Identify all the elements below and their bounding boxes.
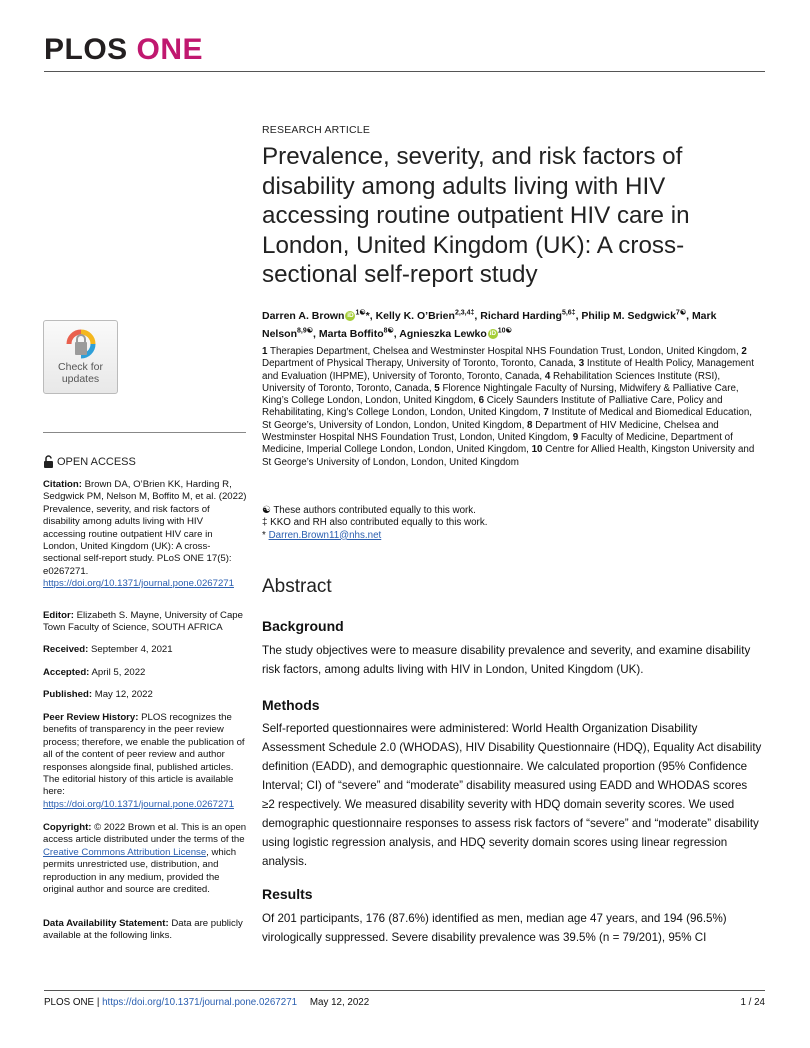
affiliation-number: 4 (544, 370, 551, 382)
author-notes (262, 505, 762, 542)
citation-doi-link[interactable]: https://doi.org/10.1371/journal.pone.0267271 (43, 578, 234, 590)
citation-label: Citation: (43, 479, 82, 490)
author-name: Darren A. Brown (262, 309, 345, 322)
page-number: 1 / 24 (740, 997, 765, 1008)
affiliation-text: Institute of Health Policy, Management and Evaluation (IHPME), University of Toronto, Toronto, Canada, (262, 358, 754, 382)
footer-journal: PLOS ONE (44, 997, 95, 1008)
open-lock-icon (43, 455, 54, 468)
accepted-label: Accepted: (43, 667, 90, 678)
open-access-text: OPEN ACCESS (57, 455, 136, 468)
results-text: Of 201 participants, 176 (87.6%) identified as men, median age 47 years, and 194 (96.5%) virologically suppressed. Severe disability prevalence was 39.5% (n = 79/201), 95% CI (262, 912, 727, 944)
header-rule (44, 71, 765, 72)
corresponding-author-note (262, 530, 762, 542)
peer-review-link[interactable]: https://doi.org/10.1371/journal.pone.0267271 (43, 798, 234, 810)
results-heading: Results (262, 886, 313, 902)
author-name: Mark Nelson (262, 309, 717, 340)
peer-review-text: PLOS recognizes the benefits of transparency in the peer review process; therefore, we enable the publication of all of the content of peer review and author responses alongside final, published articles. The editorial history of this article is available here: (43, 712, 245, 798)
affiliation-number: 3 (578, 358, 585, 370)
author-name: Richard Harding (480, 309, 562, 322)
published-block (43, 689, 248, 701)
author-affiliation-marks: 2,3,4‡ (454, 309, 475, 316)
affiliation-number: 5 (434, 382, 440, 394)
journal-name-part1: PLOS (44, 33, 128, 66)
author (319, 328, 399, 340)
author-affiliation-marks: 7☯ (675, 309, 687, 316)
author-name: Agnieszka Lewko (399, 328, 487, 340)
affiliation-number: 2 (741, 346, 747, 357)
affiliation-text: Institute of Medical and Biomedical Education, St George’s, University of London, London, United Kingdom, (262, 407, 752, 431)
orcid-icon[interactable]: iD (489, 330, 497, 338)
accepted-value: April 5, 2022 (91, 667, 146, 678)
author (376, 310, 481, 322)
author-separator: , (369, 309, 376, 322)
copyright-label: Copyright: (43, 822, 92, 833)
copyright-block (43, 822, 248, 896)
data-availability-block (43, 918, 248, 943)
background-heading: Background (262, 618, 344, 634)
received-label: Received: (43, 644, 89, 655)
footer-citation (44, 997, 369, 1008)
affiliation-text: Cicely Saunders Institute of Palliative Care, Policy and Rehabilitating, King’s College London, London, United Kingdom, (262, 395, 723, 419)
affiliation-text: Florence Nightingale Faculty of Nursing, Midwifery & Palliative Care, King’s College London, London, United Kingdom, (262, 382, 739, 407)
open-access-label (43, 455, 136, 468)
peer-review-label: Peer Review History: (43, 712, 139, 723)
accepted-block (43, 667, 248, 679)
author (581, 310, 692, 322)
journal-name-part2: ONE (136, 33, 204, 66)
published-label: Published: (43, 689, 93, 700)
author-affiliation-marks: 10☯ (497, 327, 512, 335)
methods-heading: Methods (262, 697, 320, 713)
affiliation-text: Rehabilitation Sciences Institute (RSI), University of Toronto, Toronto, Canada, (262, 370, 721, 394)
editor-label: Editor: (43, 610, 74, 621)
background-text: The study objectives were to measure disability prevalence and severity, and examine disability risk factors, among adults living with HIV in London, United Kingdom (UK). (262, 644, 751, 676)
author-affiliation-marks: 5,6‡ (561, 309, 576, 316)
affiliation-number: 8 (527, 419, 533, 431)
affiliation-text: Faculty of Medicine, Department of Medicine, Imperial College London, London, United Kingdom, (262, 432, 733, 456)
copyright-text-cont: , which permits unrestricted use, distribution, and reproduction in any medium, provided the original author and source are credited. (43, 846, 237, 896)
published-value: May 12, 2022 (94, 689, 153, 700)
check-for-updates-button[interactable] (43, 320, 118, 394)
orcid-icon[interactable]: iD (347, 311, 354, 319)
footer-rule (44, 990, 765, 991)
footer-doi-link[interactable]: https://doi.org/10.1371/journal.pone.0267271 (102, 997, 298, 1008)
footer-separator: | (94, 997, 103, 1008)
author (399, 328, 512, 340)
affiliation-text: Department of Physical Therapy, University of Toronto, Toronto, Canada, (262, 358, 579, 370)
affiliation-text: Department of HIV Medicine, Chelsea and Westminster Hospital NHS Foundation Trust, London, United Kingdom, (262, 419, 719, 444)
badge-text-line2: updates (61, 373, 100, 385)
affiliation-number: 10 (531, 444, 543, 456)
author-separator: , (686, 309, 692, 322)
affiliation-number: 6 (478, 395, 485, 407)
author-affiliation-marks: 8☯ (383, 327, 394, 335)
author-affiliation-marks: 8,9☯ (297, 327, 314, 335)
article-title: Prevalence, severity, and risk factors of disability among adults living with HIV accessing routine outpatient HIV care in London, United Kingdom (UK): A cross-sectional self-report study (262, 143, 690, 289)
badge-text-line1: Check for (58, 361, 103, 373)
author-separator: , (393, 328, 400, 340)
author-name: Kelly K. O’Brien (375, 309, 455, 322)
sidebar-rule (43, 432, 246, 433)
corresponding-email-link[interactable]: Darren.Brown11@nhs.net (268, 529, 382, 541)
equal-contribution-note: ☯ These authors contributed equally to this work. (262, 505, 476, 516)
author-affiliation-marks: 1☯ (355, 309, 366, 316)
author-separator: , (575, 309, 582, 322)
editor-block (43, 610, 248, 635)
corresponding-mark: * (262, 529, 266, 541)
copyright-text: © 2022 Brown et al. This is an open access article distributed under the terms of the (43, 822, 247, 846)
abstract-heading: Abstract (262, 576, 332, 597)
license-link[interactable]: Creative Commons Attribution License (43, 846, 207, 858)
affiliation-text: Therapies Department, Chelsea and Westminster Hospital NHS Foundation Trust, London, United Kingdom, (267, 346, 742, 357)
citation-text: Brown DA, O’Brien KK, Harding R, Sedgwick PM, Nelson M, Boffito M, et al. (2022) Prevalence, severity, and risk factors of disability among adults living with HIV accessing routine outpatient HIV care in London, United Kingdom (UK): A cross-sectional self-report study. PLoS ONE 17(5): e0267271. (43, 479, 247, 577)
author-name: Marta Boffito (318, 328, 384, 340)
check-updates-icon (64, 327, 98, 361)
author-list (262, 305, 762, 342)
author (480, 310, 581, 322)
author-name: Philip M. Sedgwick (581, 309, 676, 322)
affiliation-list (262, 346, 762, 469)
footer-date: May 12, 2022 (309, 997, 370, 1008)
citation-block (43, 479, 248, 591)
affiliation-number: 9 (572, 432, 579, 444)
author-separator: , (474, 309, 481, 322)
author-separator: , (313, 328, 319, 340)
affiliation-number: 7 (543, 407, 549, 419)
corresponding-author-mark: * (365, 309, 370, 322)
affiliation-number: 1 (262, 346, 268, 357)
article-type: RESEARCH ARTICLE (262, 124, 371, 136)
also-contributed-note: ‡ KKO and RH also contributed equally to this work. (262, 517, 488, 529)
peer-review-block (43, 712, 248, 811)
data-availability-label: Data Availability Statement: (43, 918, 169, 929)
received-value: September 4, 2021 (91, 644, 173, 655)
affiliation-text: Centre for Allied Health, Kingston University and St George’s University of London, London, United Kingdom (262, 444, 755, 468)
journal-logo[interactable] (44, 33, 203, 67)
editor-text: Elizabeth S. Mayne, University of Cape Town Faculty of Science, SOUTH AFRICA (43, 610, 243, 634)
received-block (43, 644, 248, 656)
data-availability-text: Data are publicly available at the following links. (43, 918, 243, 942)
methods-text: Self-reported questionnaires were administered: World Health Organization Disability Assessment Schedule 2.0 (WHODAS), HIV Disability Questionnaire (HDQ), Equality Act disability definition (EADD), and demographic questionnaire. We calculated proportion (95% Confidence Interval; CI) of “severe” and “moderate” disability measured using EADD and WHODAS scores ≥2 respectively. We measured disability severity with HDQ domain severity scores. We used demographic questionnaire responses to assess risk factors of “severe” and “moderate” disability using logistic regression analysis, and HDQ severity domain scores using linear regression analysis. (262, 722, 762, 868)
author (262, 310, 376, 322)
